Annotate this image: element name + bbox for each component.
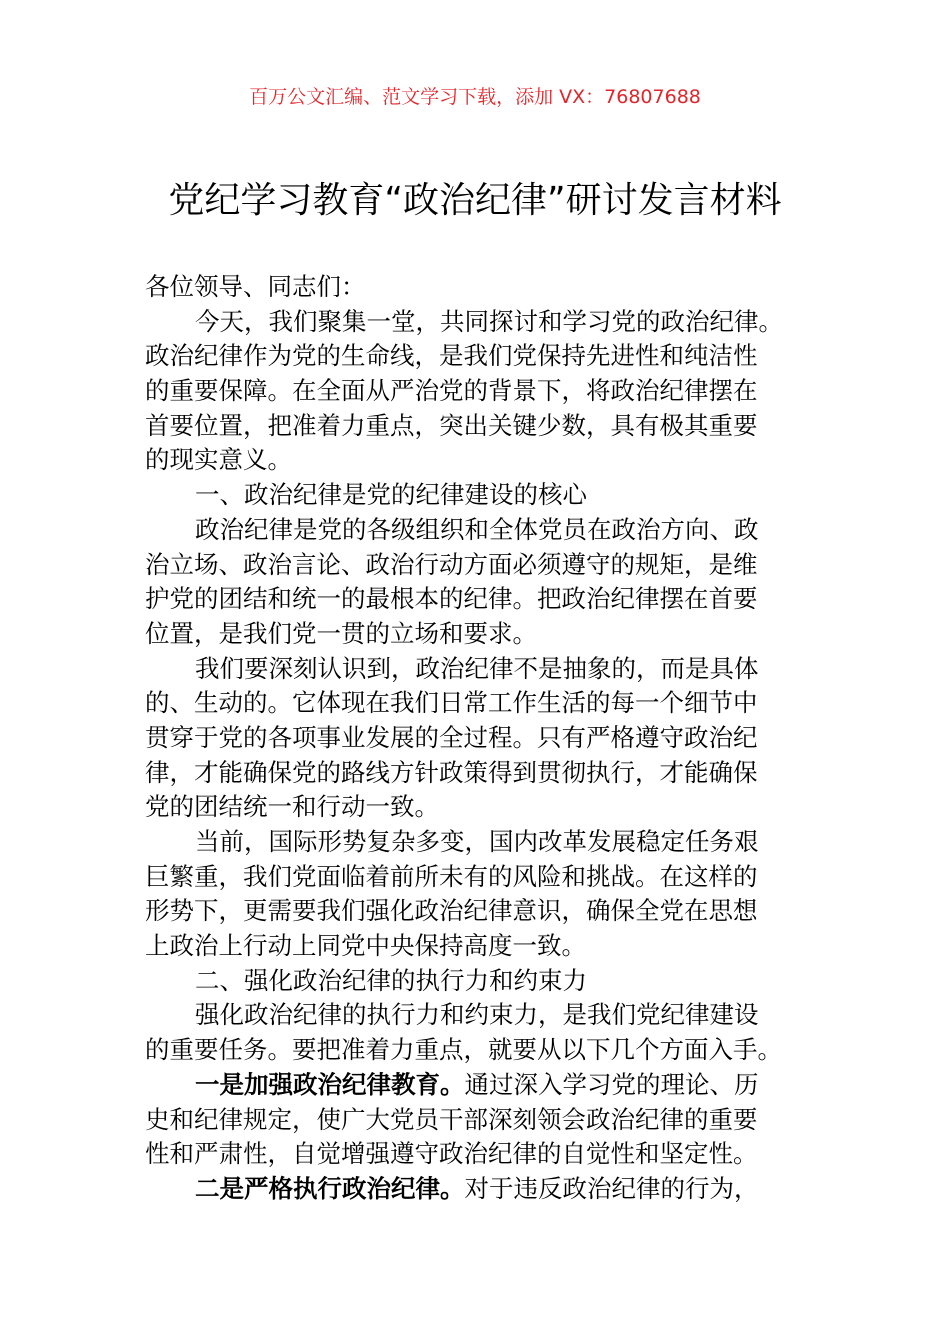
text-line <box>145 582 815 617</box>
line-text: 的重要保障。在全面从严治党的背景下，将政治纪律摆在 <box>145 376 758 406</box>
line-text: 史和纪律规定，使广大党员干部深刻领会政治纪律的重要 <box>145 1104 758 1134</box>
text-line <box>145 548 815 583</box>
line-text: 政治纪律是党的各级组织和全体党员在政治方向、政 <box>195 514 759 544</box>
bold-lead-phrase: 二是严格执行政治纪律。 <box>195 1173 465 1203</box>
line-text: 当前，国际形势复杂多变，国内改革发展稳定任务艰 <box>195 827 759 856</box>
line-text: 二、强化政治纪律的执行力和约束力 <box>195 965 587 995</box>
line-text: 的、生动的。它体现在我们日常工作生活的每一个细节中 <box>145 688 758 718</box>
text-line <box>145 790 815 825</box>
line-text: 的现实意义。 <box>145 445 292 475</box>
text-line <box>145 305 815 340</box>
line-text: 上政治上行动上同党中央保持高度一致。 <box>145 931 586 961</box>
text-line <box>145 652 815 687</box>
line-text: 贯穿于党的各项事业发展的全过程。只有严格遵守政治纪 <box>145 722 758 752</box>
document-body <box>145 270 815 1207</box>
text-line <box>145 409 815 444</box>
text-line <box>145 513 815 548</box>
line-text: 党的团结统一和行动一致。 <box>145 792 439 822</box>
line-text: 治立场、政治言论、政治行动方面必须遵守的规矩，是维 <box>145 549 758 579</box>
text-line <box>145 1103 815 1138</box>
text-line <box>145 1137 815 1172</box>
text-line <box>145 478 815 513</box>
text-line <box>145 443 815 478</box>
document-title: 党纪学习教育“政治纪律”研讨发言材料 <box>168 180 782 221</box>
line-text: 对于违反政治纪律的行为， <box>464 1173 759 1203</box>
text-line <box>145 825 815 860</box>
line-text: 位置，是我们党一贯的立场和要求。 <box>145 618 537 648</box>
line-text: 首要位置，把准着力重点，突出关键少数，具有极其重要 <box>145 410 758 440</box>
text-line <box>145 756 815 791</box>
line-text: 的重要任务。要把准着力重点，就要从以下几个方面入手。 <box>145 1035 782 1065</box>
text-line <box>145 929 815 964</box>
line-text: 护党的团结和统一的最根本的纪律。把政治纪律摆在首要 <box>145 584 758 614</box>
text-line <box>145 270 815 305</box>
text-line <box>145 617 815 652</box>
watermark-header: 百万公文汇编、范文学习下载，添加 VX：76807688 <box>249 86 701 108</box>
text-line <box>145 374 815 409</box>
line-text: 通过深入学习党的理论、历 <box>464 1069 759 1099</box>
line-text: 巨繁重，我们党面临着前所未有的风险和挑战。在这样的 <box>145 861 758 891</box>
line-text: 形势下，更需要我们强化政治纪律意识，确保全党在思想 <box>145 896 758 926</box>
line-text: 一、政治纪律是党的纪律建设的核心 <box>195 480 587 510</box>
line-text: 强化政治纪律的执行力和约束力，是我们党纪律建设 <box>195 1000 759 1030</box>
text-line <box>145 964 815 999</box>
text-line <box>145 860 815 895</box>
text-line <box>145 339 815 374</box>
line-text: 今天，我们聚集一堂，共同探讨和学习党的政治纪律。 <box>195 306 783 336</box>
line-text: 政治纪律作为党的生命线，是我们党保持先进性和纯洁性 <box>145 341 758 371</box>
line-text: 我们要深刻认识到，政治纪律不是抽象的，而是具体 <box>195 653 759 683</box>
text-line <box>145 686 815 721</box>
line-text: 性和严肃性，自觉增强遵守政治纪律的自觉性和坚定性。 <box>145 1139 758 1169</box>
line-text: 律，才能确保党的路线方针政策得到贯彻执行，才能确保 <box>145 757 758 787</box>
text-line <box>145 998 815 1033</box>
text-line <box>145 1172 815 1207</box>
text-line <box>145 1033 815 1068</box>
text-line <box>145 894 815 929</box>
text-line <box>145 1068 815 1103</box>
line-text: 各位领导、同志们： <box>145 272 366 301</box>
text-line <box>145 721 815 756</box>
bold-lead-phrase: 一是加强政治纪律教育。 <box>195 1069 465 1099</box>
